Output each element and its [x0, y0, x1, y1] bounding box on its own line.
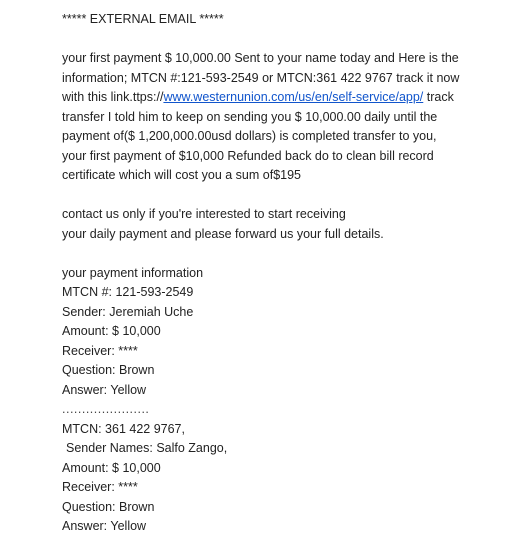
sender-second: Sender Names: Salfo Zango,	[66, 441, 228, 455]
dotted-separator: ......................	[62, 402, 150, 416]
text-line: your first payment of $10,000 Refunded back do to clean bill record	[62, 148, 434, 163]
payment-info-heading: your payment information	[62, 265, 204, 280]
paragraph-first-payment	[62, 49, 498, 186]
spacer	[62, 186, 498, 206]
question-first: Question: Brown	[62, 363, 155, 377]
spacer	[62, 244, 498, 264]
sender-first: Sender: Jeremiah Uche	[62, 304, 194, 319]
amount-first: Amount: $ 10,000	[62, 324, 161, 338]
answer-second: Answer: Yellow	[62, 519, 147, 533]
text-line: certificate which will cost you a sum of$195	[62, 168, 301, 182]
text-line: contact us only if you're interested to start receiving	[62, 207, 346, 221]
question-second: Question: Brown	[62, 499, 155, 514]
link-suffix: track	[423, 90, 454, 104]
email-body	[62, 10, 498, 537]
text-line: payment of($ 1,200,000.00usd dollars) is completed transfer to you,	[62, 129, 437, 143]
text-line: your daily payment and please forward us your full details.	[62, 226, 384, 241]
payment-information-block	[62, 264, 498, 537]
amount-second: Amount: $ 10,000	[62, 460, 161, 475]
text-line: your first payment $ 10,000.00 Sent to your name today and Here is the	[62, 51, 459, 65]
western-union-link[interactable]: www.westernunion.com/us/en/self-service/app/	[163, 90, 424, 104]
text-line: information; MTCN #:121-593-2549 or MTCN:361 422 9767 track it now	[62, 70, 460, 85]
text-line-with-link	[62, 88, 498, 108]
spacer	[62, 30, 498, 50]
paragraph-contact	[62, 205, 498, 244]
receiver-second: Receiver: ****	[62, 480, 138, 494]
text-line: transfer I told him to keep on sending you $ 10,000.00 daily until the	[62, 109, 438, 124]
mtcn-first: MTCN #: 121-593-2549	[62, 285, 194, 299]
mtcn-second: MTCN: 361 422 9767,	[62, 421, 185, 436]
answer-first: Answer: Yellow	[62, 382, 147, 397]
link-prefix: with this link.ttps://	[62, 90, 164, 104]
external-email-banner: ***** EXTERNAL EMAIL *****	[62, 12, 224, 26]
receiver-first: Receiver: ****	[62, 343, 138, 358]
